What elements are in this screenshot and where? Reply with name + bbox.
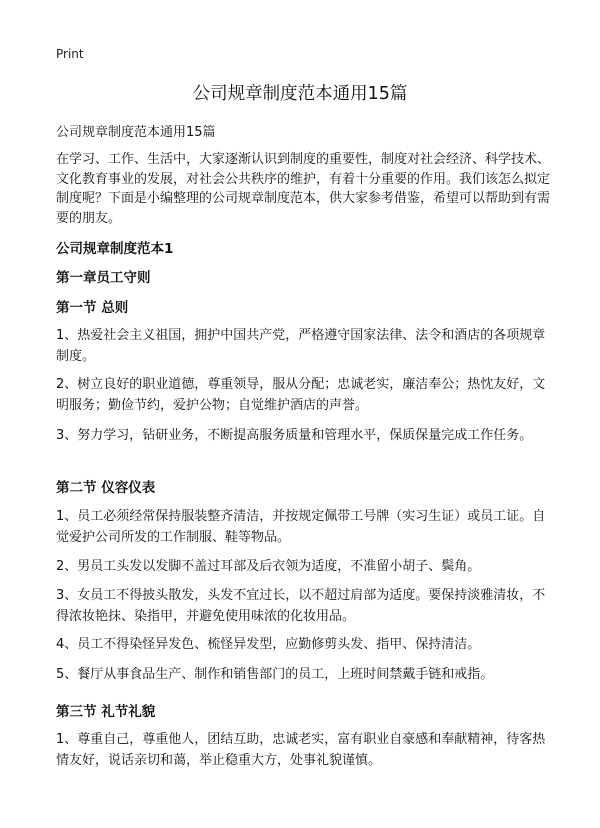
list-item: 4、员工不得染怪异发色、梳怪异发型，应勤修剪头发、指甲、保持清洁。 [56, 637, 481, 652]
section-heading: 第一节 总则 [56, 300, 129, 316]
list-item: 2、男员工头发以发脚不盖过耳部及后衣领为适度，不准留小胡子、鬓角。 [56, 559, 481, 574]
section-heading: 第三节 礼节礼貌 [56, 704, 156, 720]
list-item: 2、树立良好的职业道德，尊重领导，服从分配；忠诚老实，廉洁奉公；热忱友好，文明服务；勤俭节约，爱护公物；自觉维护酒店的声誉。 [56, 377, 546, 413]
intro-paragraph: 在学习、工作、生活中，大家逐渐认识到制度的重要性，制度对社会经济、科学技术、文化教育事业的发展，对社会公共秩序的维护，有着十分重要的作用。我们该怎么拟定制度呢？下面是小编整理的公司规章制度范本，供大家参考借鉴，希望可以帮助到有需要的朋友。 [56, 152, 551, 226]
list-item: 1、热爱社会主义祖国，拥护中国共产党，严格遵守国家法律、法令和酒店的各项规章制度。 [56, 328, 546, 364]
list-item: 1、员工必须经常保持服装整齐清洁，并按规定佩带工号牌（实习生证）或员工证。自觉爱护公司所发的工作制服、鞋等物品。 [56, 509, 546, 545]
section-heading: 第二节 仪容仪表 [56, 480, 156, 496]
chapter-title: 第一章员工守则 [56, 270, 151, 286]
print-label: Print [56, 47, 84, 61]
section-title: 公司规章制度范本1 [56, 241, 174, 257]
list-item: 1、尊重自己，尊重他人，团结互助，忠诚老实，富有职业自豪感和奉献精神，待客热情友好，说话亲切和蔼，举止稳重大方，处事礼貌谨慎。 [56, 732, 546, 768]
list-item: 5、餐厅从事食品生产、制作和销售部门的员工，上班时间禁戴手链和戒指。 [56, 667, 494, 682]
list-item: 3、努力学习，钻研业务，不断提高服务质量和管理水平，保质保量完成工作任务。 [56, 428, 533, 443]
document-title: 公司规章制度范本通用15篇 [192, 84, 408, 104]
document-subtitle: 公司规章制度范本通用15篇 [56, 125, 216, 140]
list-item: 3、女员工不得披头散发，头发不宜过长，以不超过肩部为适度。要保持淡雅清妆，不得浓妆艳抹、染指甲，并避免使用味浓的化妆用品。 [56, 588, 546, 624]
